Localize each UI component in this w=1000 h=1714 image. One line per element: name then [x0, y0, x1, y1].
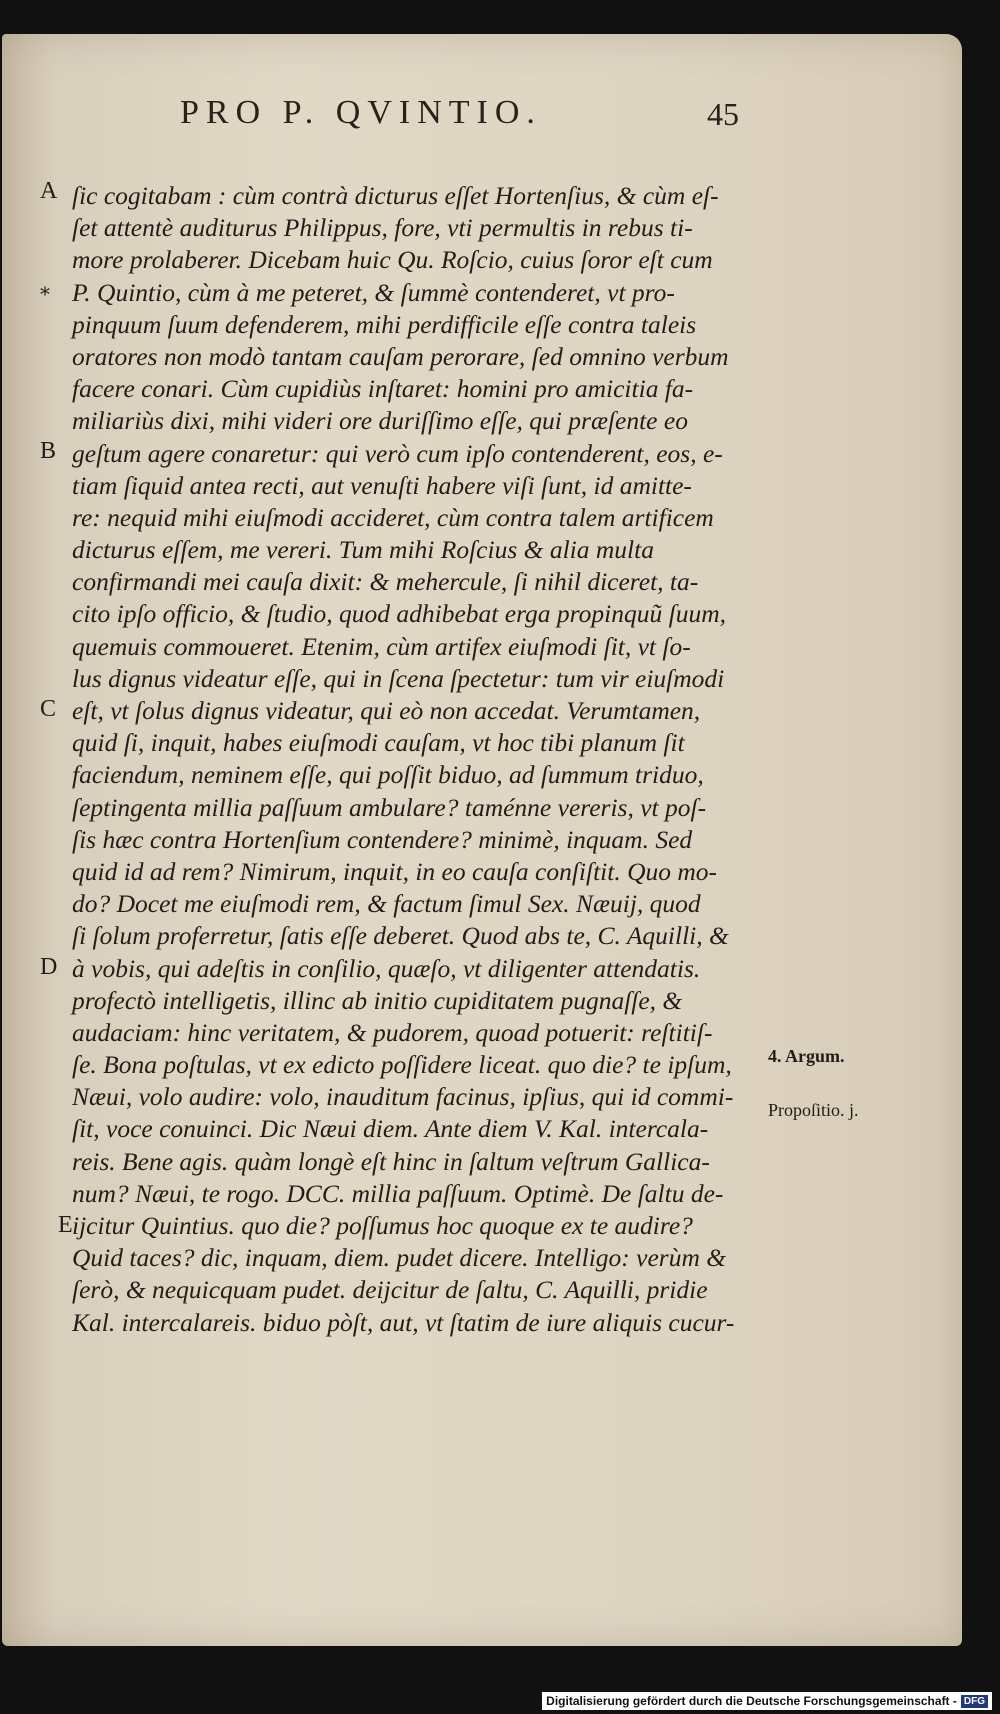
text-line: ſerò, & nequicquam pudet. deijcitur de ſaltu, C. Aquilli, pridie — [72, 1275, 708, 1305]
text-line: profectò intelligetis, illinc ab initio cupiditatem pugnaſſe, & — [72, 985, 683, 1015]
body-text — [72, 180, 762, 1339]
section-marker-a: A — [40, 178, 58, 204]
text-line: à vobis, qui adeſtis in conſilio, quæſo, vt diligenter attendatis. — [72, 953, 701, 983]
text-line: Quid taces? dic, inquam, diem. pudet dicere. Intelligo: verùm & — [72, 1243, 727, 1273]
text-line: quid id ad rem? Nimirum, inquit, in eo cauſa conſiſtit. Quo mo- — [72, 856, 718, 886]
text-line: miliariùs dixi, mihi videri ore duriſſimo eſſe, qui præſente eo — [72, 406, 688, 436]
text-line: quid ſi, inquit, habes eiuſmodi cauſam, vt hoc tibi planum ſit — [72, 728, 685, 758]
text-line: tiam ſiquid antea recti, aut venuſti habere viſi ſunt, id amitte- — [72, 470, 692, 500]
book-page — [2, 34, 962, 1646]
text-line: audaciam: hinc veritatem, & pudorem, quoad potuerit: reſtitiſ- — [72, 1017, 713, 1047]
page-number: 45 — [707, 96, 739, 132]
text-line: geſtum agere conaretur: qui verò cum ipſo contenderent, eos, e- — [72, 438, 723, 468]
dfg-logo: DFG — [961, 1695, 988, 1708]
section-marker-c: C — [40, 696, 57, 722]
section-marker-e: E — [58, 1212, 73, 1238]
text-line: ſi ſolum proferretur, ſatis eſſe deberet. Quod abs te, C. Aquilli, & — [72, 921, 729, 951]
text-line: confirmandi mei cauſa dixit: & mehercule, ſi nihil diceret, ta- — [72, 567, 699, 597]
section-marker-b: B — [40, 438, 57, 464]
text-line: dicturus eſſem, me vereri. Tum mihi Roſcius & alia multa — [72, 535, 654, 565]
text-line: facere conari. Cùm cupidiùs inſtaret: homini pro amicitia fa- — [72, 374, 694, 404]
text-line: ſis hæc contra Hortenſium contendere? minimè, inquam. Sed — [72, 824, 693, 854]
text-line: more prolaberer. Dicebam huic Qu. Roſcio, cuius ſoror eſt cum — [72, 245, 713, 275]
text-line: Næui, volo audire: volo, inauditum facinus, ipſius, qui id commi- — [72, 1082, 734, 1112]
text-line: reis. Bene agis. quàm longè eſt hinc in ſaltum veſtrum Gallica- — [72, 1146, 710, 1176]
text-line: ſet attentè auditurus Philippus, fore, vti permultis in rebus ti- — [72, 213, 693, 243]
digitization-credit — [542, 1692, 992, 1710]
text-line: num? Næui, te rogo. DCC. millia paſſuum. Optimè. De ſaltu de- — [72, 1178, 724, 1208]
text-line: ſit, voce conuinci. Dic Næui diem. Ante diem V. Kal. intercala- — [72, 1114, 709, 1144]
section-marker-star: ⁎ — [40, 278, 50, 300]
text-line: quemuis commoueret. Etenim, cùm artifex eiuſmodi ſit, vt ſo- — [72, 631, 691, 661]
text-line: re: nequid mihi eiuſmodi accideret, cùm contra talem artificem — [72, 502, 714, 532]
text-line: ijcitur Quintius. quo die? poſſumus hoc quoque ex te audire? — [72, 1211, 693, 1240]
text-line: do? Docet me eiuſmodi rem, & factum ſimul Sex. Næuij, quod — [72, 889, 701, 919]
text-line: faciendum, neminem eſſe, qui poſſit biduo, ad ſummum triduo, — [72, 760, 704, 790]
text-line: Kal. intercalareis. biduo pòſt, aut, vt ſtatim de iure aliquis cucur- — [72, 1307, 735, 1337]
text-line: ſic cogitabam : cùm contrà dicturus eſſet Hortenſius, & cùm eſ- — [72, 181, 719, 210]
text-line: eſt, vt ſolus dignus videatur, qui eò non accedat. Verumtamen, — [72, 696, 701, 725]
text-line: pinquum ſuum defenderem, mihi perdifficile eſſe contra taleis — [72, 309, 697, 339]
text-line: oratores non modò tantam cauſam perorare, ſed omnino verbum — [72, 341, 729, 371]
sidenote-propositio: Propoſitio. j. — [768, 1100, 859, 1120]
text-line: cito ipſo officio, & ſtudio, quod adhibebat erga propinquũ ſuum, — [72, 599, 726, 629]
text-line: ſeptingenta millia paſſuum ambulare? taménne vereris, vt poſ- — [72, 792, 707, 822]
sidenote-argument: 4. Argum. — [768, 1046, 845, 1066]
text-line: P. Quintio, cùm à me peteret, & ſummè contenderet, vt pro- — [72, 277, 675, 307]
text-line: ſe. Bona poſtulas, vt ex edicto poſſidere liceat. quo die? te ipſum, — [72, 1050, 732, 1080]
credit-text: Digitalisierung gefördert durch die Deutsche Forschungsgemeinschaft - — [546, 1694, 957, 1708]
running-title: PRO P. QVINTIO. — [180, 94, 542, 131]
section-marker-d: D — [40, 954, 58, 980]
text-line: lus dignus videatur eſſe, qui in ſcena ſpectetur: tum vir eiuſmodi — [72, 663, 725, 693]
